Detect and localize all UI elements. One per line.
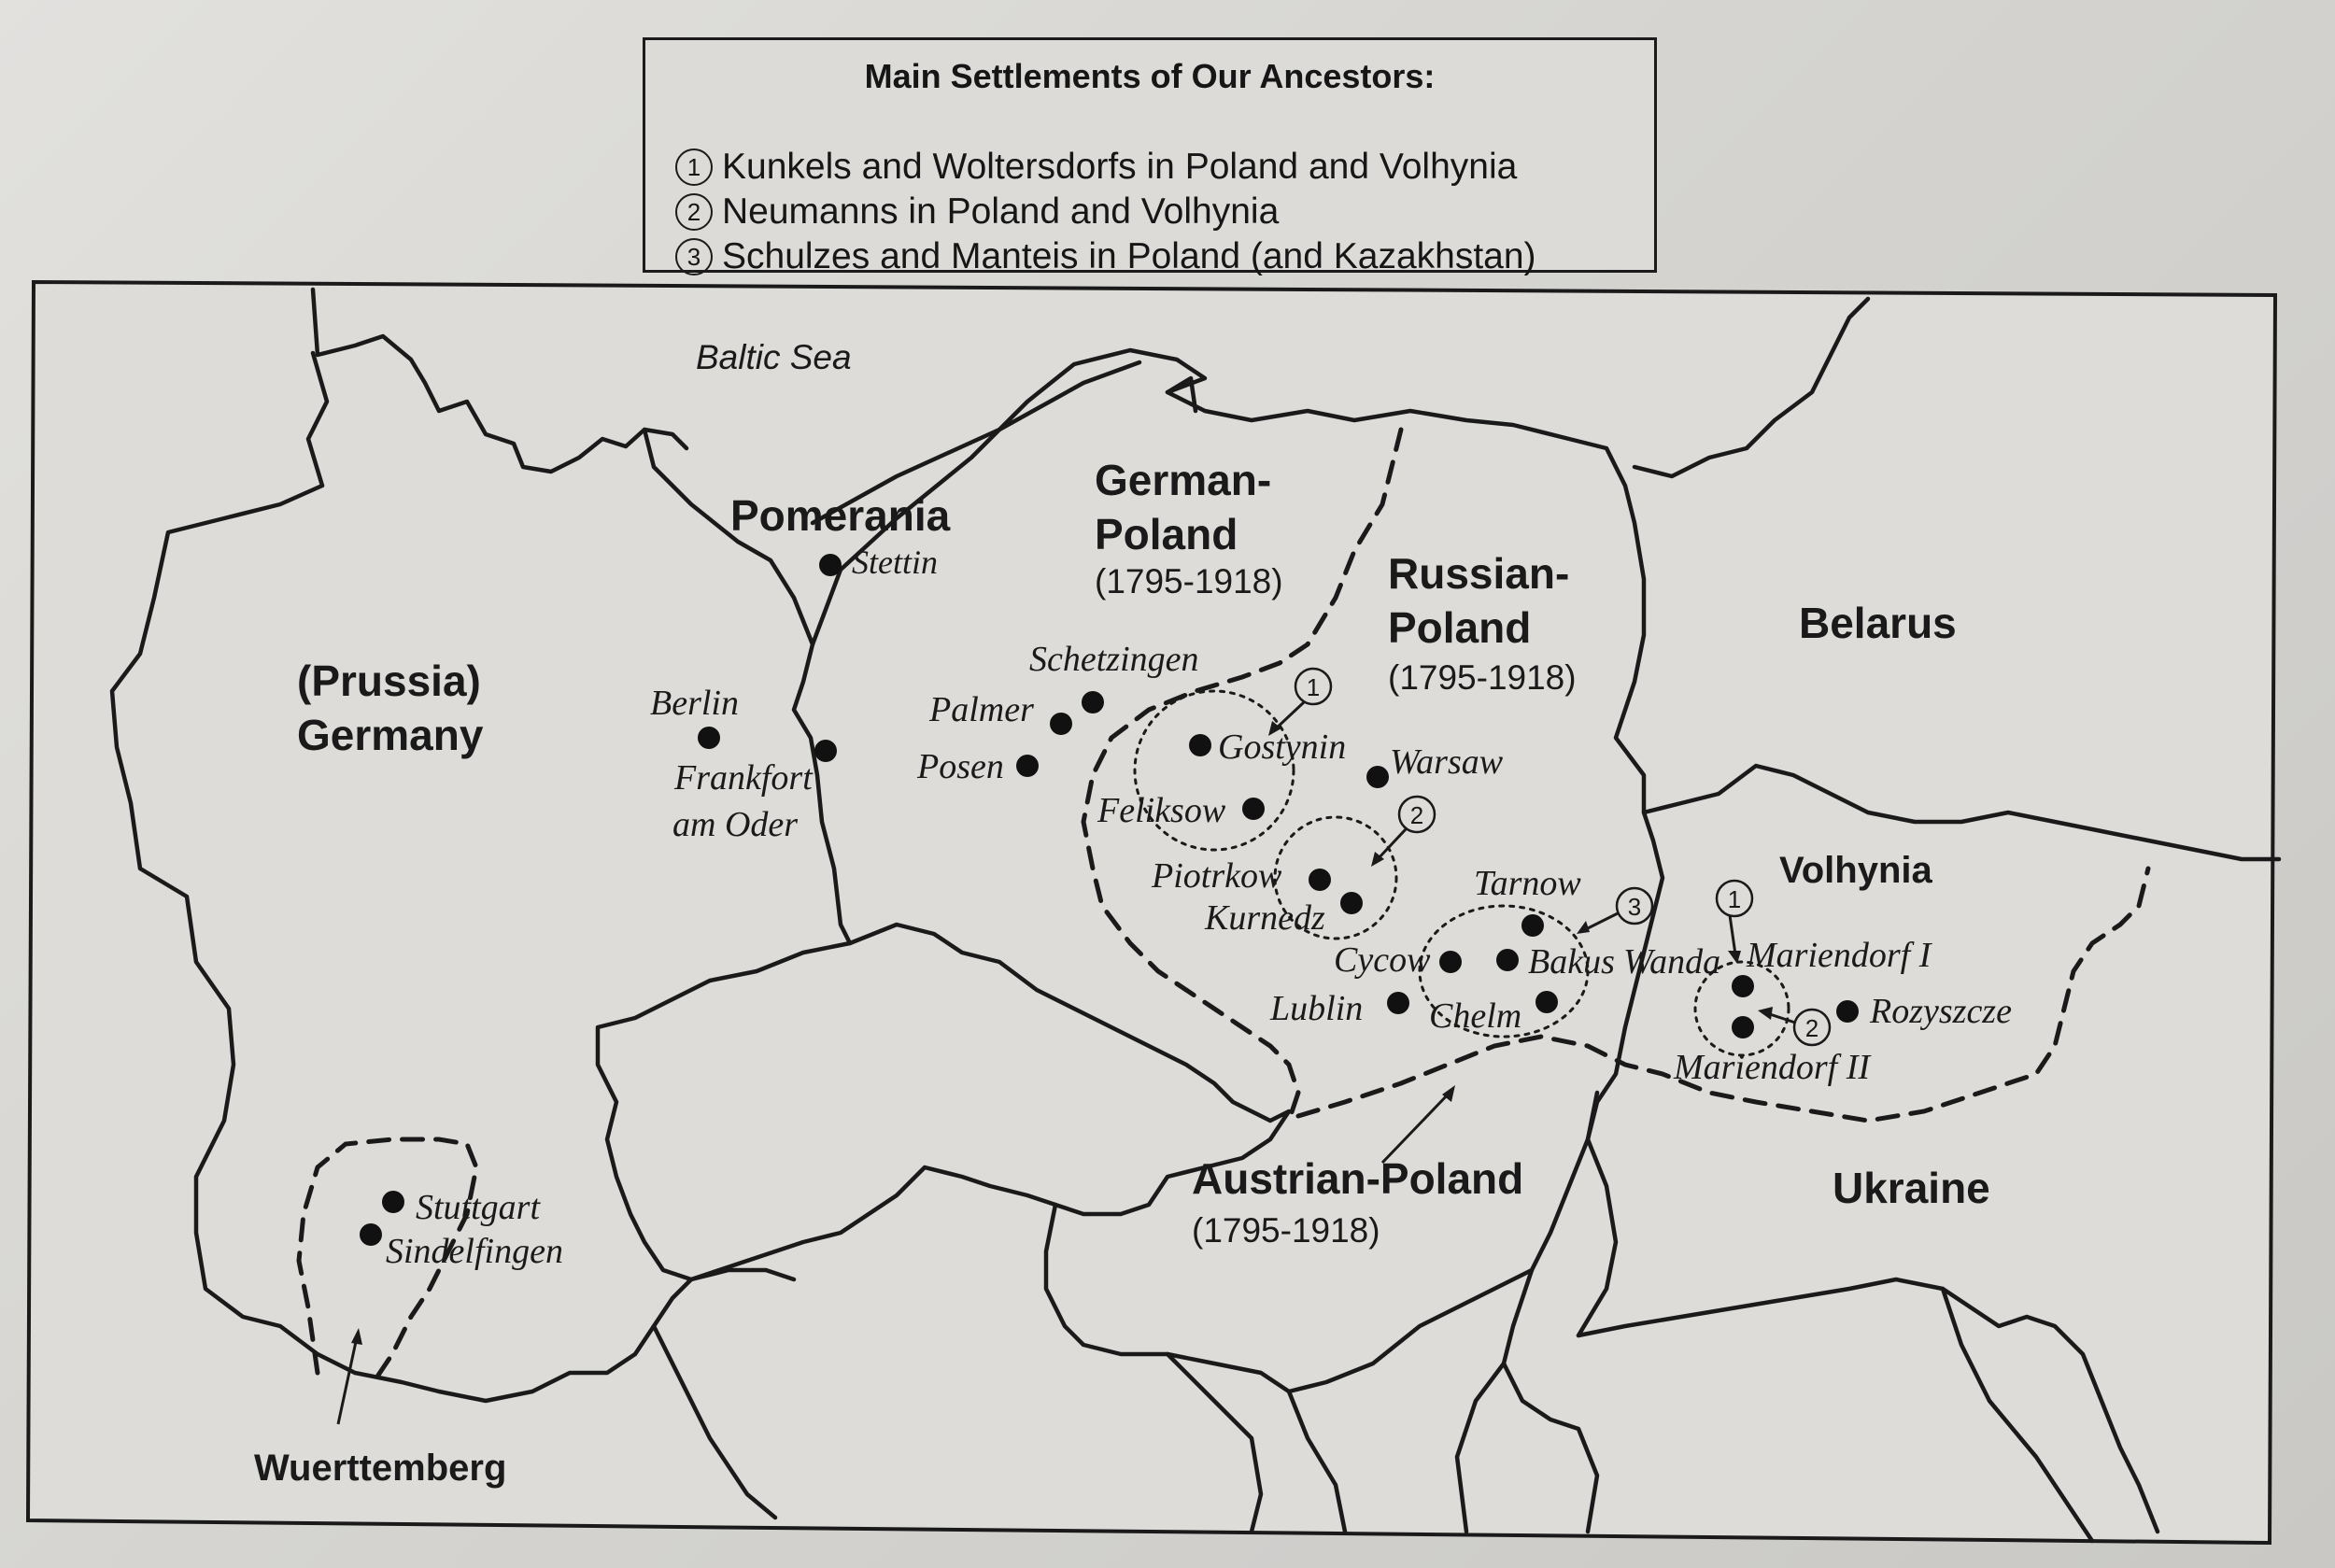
city-label-piotrkow: Piotrkow [1152,856,1282,896]
region-russian-poland-years: (1795-1918) [1388,658,1577,697]
city-label-schetzingen: Schetzingen [1029,640,1199,679]
city-dot-cycow [1439,951,1462,973]
city-label-posen: Posen [917,747,1004,786]
city-label-frankfort-line2: am Oder [672,805,799,844]
city-dot-mariendorf-1 [1732,975,1754,997]
legend-item-text: Kunkels and Woltersdorfs in Poland and Volhynia [722,147,1518,187]
city-dot-frankfort [814,740,837,762]
svg-text:3: 3 [1627,893,1642,921]
city-label-mariendorf-1: Mariendorf I [1747,936,1932,975]
city-dot-chelm [1535,991,1558,1013]
svg-text:2: 2 [1409,801,1424,829]
region-belarus: Belarus [1799,599,1957,647]
region-russian-poland-line1: Russian- [1388,549,1570,598]
region-ukraine: Ukraine [1833,1164,1990,1212]
city-label-berlin: Berlin [650,684,739,723]
city-dot-gostynin [1189,734,1211,756]
region-prussia-line1: (Prussia) [297,657,481,705]
city-label-tarnow: Tarnow [1474,864,1581,903]
city-dot-bakus [1496,949,1519,971]
region-pomerania: Pomerania [730,491,951,540]
city-label-cycow: Cycow [1334,940,1431,980]
city-label-palmer: Palmer [929,690,1034,729]
city-dot-posen [1016,755,1039,777]
legend-title: Main Settlements of Our Ancestors: [864,57,1436,95]
city-dot-tarnow [1521,914,1544,937]
city-dot-lublin [1387,992,1409,1014]
region-german-poland-line1: German- [1095,456,1272,504]
marker-1-gostynin [1295,669,1331,704]
city-dot-warsaw [1366,766,1389,788]
region-german-poland-years: (1795-1918) [1095,562,1283,600]
city-label-sindelfingen: Sindelfingen [386,1232,563,1271]
number-circle-icon: 3 [675,238,713,275]
region-german-poland-line2: Poland [1095,510,1238,558]
region-prussia-line2: Germany [297,711,484,759]
legend-item-text: Schulzes and Manteis in Poland (and Kazakhstan) [722,236,1536,276]
legend-item-text: Neumanns in Poland and Volhynia [722,191,1280,232]
city-dot-berlin [698,727,720,749]
city-label-chelm: Chelm [1429,996,1522,1036]
city-dot-schetzingen [1082,691,1104,713]
city-dot-stuttgart [382,1191,404,1213]
marker-1-mariendorf [1717,881,1752,916]
marker-2-piotrkow [1399,797,1435,832]
svg-text:1: 1 [1727,885,1742,913]
svg-text:2: 2 [1804,1014,1819,1042]
city-dot-rozyszcze [1836,1000,1859,1023]
marker-2-mariendorf [1794,1010,1830,1045]
city-label-wanda: Wanda [1623,942,1721,982]
city-label-frankfort-line1: Frankfort [674,758,813,798]
number-circle-icon: 1 [675,148,713,186]
city-dot-mariendorf-2 [1732,1016,1754,1038]
city-dot-stettin [819,554,842,576]
region-wuerttemberg: Wuerttemberg [254,1448,507,1489]
city-dot-kurnedz [1340,892,1363,914]
city-label-stettin: Stettin [852,544,938,581]
region-russian-poland-line2: Poland [1388,603,1532,652]
city-dot-palmer [1050,713,1072,735]
city-label-lublin: Lublin [1270,989,1364,1028]
city-label-kurnedz: Kurnedz [1205,898,1325,938]
city-label-stuttgart: Stuttgart [416,1188,541,1227]
city-label-mariendorf-2: Mariendorf II [1674,1048,1871,1087]
city-dot-feliksow [1242,798,1265,820]
city-label-gostynin: Gostynin [1218,727,1347,767]
city-dot-sindelfingen [360,1223,382,1246]
baltic-sea-label: Baltic Sea [696,338,852,376]
region-austrian-poland-years: (1795-1918) [1192,1211,1380,1250]
marker-3-bakus [1617,888,1652,924]
city-dot-piotrkow [1309,869,1331,891]
region-austrian-poland: Austrian-Poland [1192,1154,1524,1203]
city-label-rozyszcze: Rozyszcze [1870,992,2012,1031]
region-volhynia: Volhynia [1779,850,1932,891]
city-label-bakus: Bakus [1528,942,1615,982]
svg-text:1: 1 [1306,673,1321,701]
city-label-warsaw: Warsaw [1390,742,1504,782]
city-label-feliksow: Feliksow [1097,791,1226,830]
number-circle-icon: 2 [675,193,713,231]
